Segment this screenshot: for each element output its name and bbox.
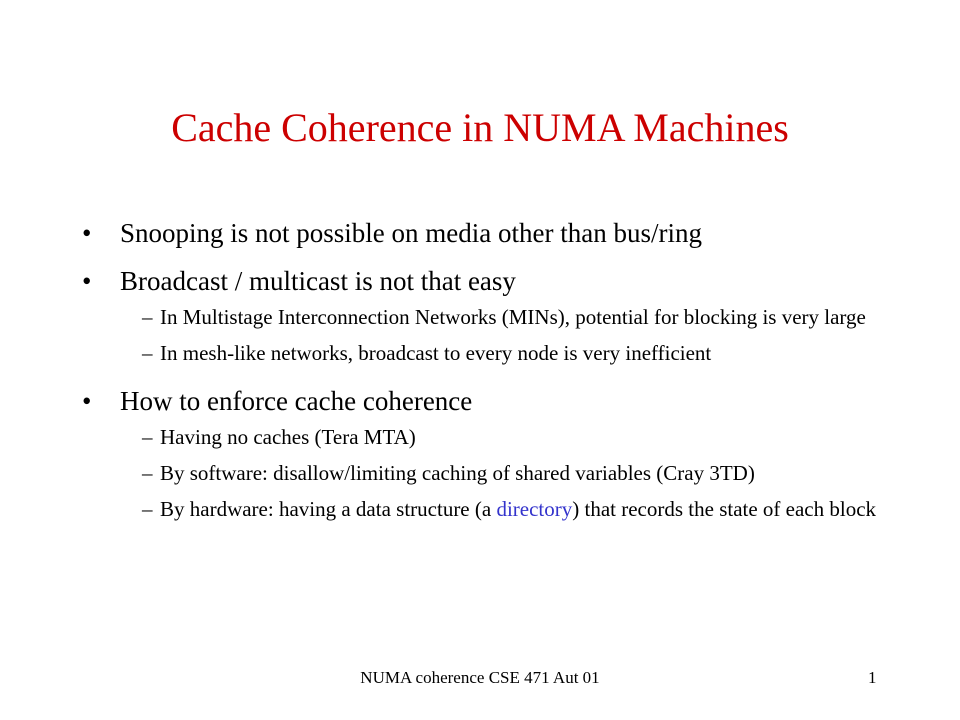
- sub-bullet-text: [160, 497, 876, 521]
- bullet-text: Broadcast / multicast is not that easy: [120, 266, 516, 296]
- sub-bullet-text-before: By hardware: having a data structure (a: [160, 497, 497, 521]
- highlighted-term: directory: [496, 497, 573, 521]
- sub-bullet-item: [80, 423, 880, 451]
- bullet-text: How to enforce cache coherence: [120, 386, 473, 416]
- bullet-icon: •: [82, 266, 92, 296]
- dash-icon: –: [142, 341, 153, 365]
- dash-icon: –: [142, 425, 153, 449]
- sub-bullet-item: [80, 303, 880, 331]
- dash-icon: –: [142, 305, 153, 329]
- dash-icon: –: [142, 497, 153, 521]
- sub-bullet-item: [80, 339, 880, 367]
- bullet-item: [80, 383, 880, 419]
- bullet-icon: •: [82, 386, 92, 416]
- bullet-item: [80, 215, 880, 251]
- sub-bullet-item: [80, 459, 880, 487]
- sub-bullet-text-after: ) that records the state of each block: [572, 497, 877, 521]
- sub-bullet-text: Having no caches (Tera MTA): [160, 425, 416, 449]
- dash-icon: –: [142, 461, 153, 485]
- sub-bullet-text: By software: disallow/limiting caching of shared variables (Cray 3TD): [160, 461, 755, 485]
- page-number: 1: [868, 668, 877, 687]
- sub-bullet-item: [80, 495, 880, 523]
- bullet-icon: •: [82, 218, 92, 248]
- sub-bullet-text: In Multistage Interconnection Networks (MINs), potential for blocking is very large: [160, 305, 866, 329]
- slide-title: Cache Coherence in NUMA Machines: [171, 105, 789, 150]
- bullet-text: Snooping is not possible on media other than bus/ring: [120, 218, 702, 248]
- slide-body: [80, 215, 880, 531]
- footer-label: NUMA coherence CSE 471 Aut 01: [360, 668, 600, 687]
- sub-bullet-text: In mesh-like networks, broadcast to every node is very inefficient: [160, 341, 712, 365]
- bullet-item: [80, 263, 880, 299]
